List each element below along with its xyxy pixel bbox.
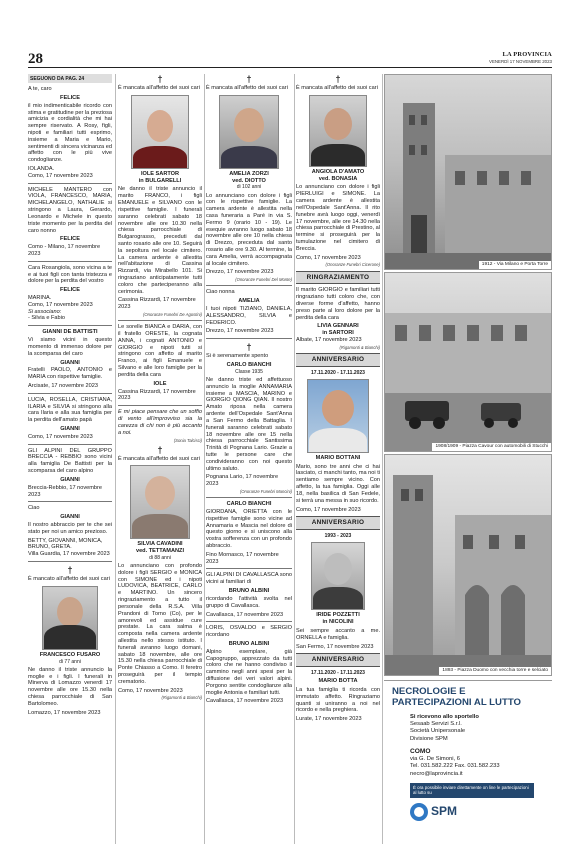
continuation-tag: SEGUONO DA PAG. 24	[28, 74, 112, 83]
spm-logo-text: SPM	[431, 804, 458, 819]
deceased-name: AMELIA ZORZI	[229, 170, 269, 177]
portrait-clothes	[311, 144, 365, 167]
masthead	[489, 51, 552, 64]
deceased-married-name: ved. DIOTTO	[232, 177, 266, 184]
notice-place-date: Pognana Lario, 17 novembre 2023	[206, 474, 279, 488]
deceased-name: SILVIA CAVADINI	[137, 541, 183, 548]
portrait-photo	[131, 95, 189, 169]
notice-place-date: Arcisate, 17 novembre 2023	[28, 382, 98, 389]
deceased-married-name: in SARTORI	[322, 330, 354, 337]
notice	[206, 501, 292, 565]
notice-place-date: Lurate, 17 novembre 2023	[296, 716, 362, 723]
cross-icon: †	[157, 74, 163, 84]
notice-place-date: Albate, 17 novembre 2023	[296, 337, 362, 343]
ad-line: Si ricevono allo sportello	[410, 714, 479, 720]
notice-author: BETTY, GIOVANNI, MONICA, BRUNO, GRETA.	[28, 537, 103, 551]
masthead-name: LA PROVINCIA	[502, 51, 552, 58]
notice-text: È mancata all'affetto dei suoi cari	[118, 455, 200, 462]
portrait-photo	[311, 542, 365, 610]
notice-text: Ne danno triste ed affettuoso annuncio la moglie ANNAMARIA insieme a MASCIA, MARINO e GIORGIO QIONG QIAN. Il nostro Amato riposa nella camera ardente dell'Ospedale Sant'Anna a San Fermo della Battaglia. I funerali saranno celebrati sabato 18 novembre alle ore 15 nella chiesa parrocchiale Santissima Trinità di Pognana Lario. Grazie a tutte le persone care che condivideranno con noi questo ultimo saluto.	[206, 377, 292, 472]
notice	[28, 397, 112, 441]
cross-icon: †	[246, 74, 252, 84]
portrait-face	[57, 597, 83, 627]
deceased-name: CARLO BIANCHI	[226, 362, 272, 369]
divider	[28, 501, 112, 502]
notice	[28, 187, 112, 258]
divider	[28, 444, 112, 445]
notice-name: FELICE	[60, 287, 80, 294]
column-divider	[204, 74, 205, 844]
notice-text: I tuoi nipoti TIZIANO, DANIELA, ALESSANDRO, SILVIA e FEDERICO.	[206, 306, 292, 326]
notice	[206, 625, 292, 705]
ad-title-line: NECROLOGIE E	[392, 686, 466, 697]
notice-text: ricordando l'attività svolta nel gruppo di Cavallasca.	[206, 595, 292, 609]
notice	[28, 505, 112, 558]
deceased-married-name: ved. BONASIA	[318, 175, 358, 182]
notice-text: Il marito GIORGIO e familiari tutti ringraziano tutti coloro che, con diverse forme d'affetto, hanno preso parte al loro dolore per la perdita della cara	[296, 287, 380, 321]
page-header	[28, 50, 552, 68]
deceased-age: di 88 anni	[149, 554, 171, 561]
ad-line: Sesaab Servizi S.r.l.	[410, 721, 462, 728]
notice-place-date: Como, 17 novembre 2023	[28, 301, 93, 308]
portrait-clothes	[44, 625, 96, 650]
deceased-name: MARIO BOTTANI	[315, 454, 361, 461]
notice-heading: GIANNI DE BATTISTI	[42, 329, 98, 336]
notice-text: È mancata all'affetto dei suoi cari	[118, 85, 200, 91]
ad-online-strip: È ora possibile inviare direttamente on line le partecipazioni al lutto su	[410, 783, 534, 798]
anniversary-years: 1993 - 2023	[324, 533, 352, 540]
notice-text: Fratelli PAOLO, ANTONIO e MARIA con rispettive famiglie.	[28, 367, 112, 381]
cross-icon: †	[67, 565, 73, 576]
notice-heading: CARLO BIANCHI	[226, 501, 272, 508]
notice-text: GIORDANA, ORIETTA con le rispettive famiglie sono vicine ad Annamaria e Mascia nel dolore di questo giorno e si uniscono alla vostra sofferenza con un profondo abbraccio.	[206, 508, 292, 549]
photo-caption: 1893 - Piazza Duomo con vecchia torre e selciato	[439, 667, 551, 675]
divider	[206, 568, 292, 569]
ad-body	[410, 714, 552, 778]
notice-place-date: Drezzo, 17 novembre 2023	[206, 269, 274, 276]
column-divider	[382, 74, 383, 844]
notice-text: È mancata all'affetto dei suoi cari	[296, 85, 378, 91]
notice-text: il mio indimenticabile ricordo con stima e gratitudine per la preziosa amicizia e cordialità che mi hai sempre riservato. A Rosy, figli, nipoti e familiari tutti esprimo, insieme a Maria e Mario, sentimenti di sincera vicinanza ed affetto con le più vive condoglianze.	[28, 102, 112, 164]
notice-text: Sei sempre accanto a me. ORNELLA e famiglia.	[296, 627, 380, 641]
divider	[28, 561, 112, 562]
deceased-name: MARIO BOTTA	[318, 678, 358, 685]
divider	[28, 325, 112, 326]
notice	[28, 448, 112, 499]
deceased-age: Classe 1935	[235, 368, 263, 375]
historic-photo-drawing	[385, 273, 552, 452]
notice-text: LUCIA, ROSELLA, CRISTIANA, ILARIA e SILVIA si stringono alla cara Ilaria e alla sua famiglia per la perdita dell'amato papà	[28, 396, 112, 424]
portrait-photo	[307, 379, 369, 453]
divider	[28, 183, 112, 184]
ad-phone-fax: Tel. 031.582.222 Fax. 031.582.233	[410, 763, 500, 770]
portrait-photo	[130, 465, 190, 539]
ad-email: necro@laprovincia.it	[410, 770, 463, 777]
funeral-home: (Onoranze Funebri Mancini)	[239, 489, 292, 494]
notice	[206, 74, 292, 282]
divider	[118, 320, 202, 321]
ad-line: Divisione SPM	[410, 735, 448, 742]
ad-city: COMO	[410, 747, 431, 755]
portrait-face	[324, 108, 352, 140]
notice-text: Cara Rosangiola, sono vicina a te e ai tuoi figli con tanta tristezza e dolore per la perdita del vostro	[28, 264, 112, 285]
portrait-face	[322, 390, 354, 426]
notice-place-date: Drezzo, 17 novembre 2023	[206, 328, 274, 335]
notice-greeting: A te, caro	[28, 86, 52, 93]
portrait-photo	[219, 95, 279, 169]
portrait-face	[145, 476, 175, 510]
photo-caption: 1908/1909 - Piazza Cavour con automobili di Stucchi	[432, 443, 551, 451]
ad-address: via G. De Simoni, 6	[410, 756, 460, 763]
portrait-clothes	[221, 146, 277, 169]
deceased-married-name: in NICOLINI	[322, 619, 354, 626]
portrait-clothes	[133, 146, 187, 169]
notice-text: È mancata all'affetto dei suoi cari	[206, 85, 288, 91]
notice-text: Mario, sono tre anni che ci hai lasciato, ci manchi tanto, ma noi ti sentiamo sempre vicino. Con affetto, la tua famiglia. Oggi alle 18, nella basilica di San Fedele, si terrà una messa in suo ricordo.	[296, 463, 380, 504]
notice	[28, 565, 112, 716]
portrait-clothes	[309, 428, 367, 453]
notice-name: FELICE	[60, 236, 80, 243]
notice-place-date: Cassina Rizzardi, 17 novembre 2023	[118, 297, 196, 311]
notice-name: BRUNO ALBINI	[228, 588, 270, 595]
notice	[28, 329, 112, 390]
notice	[296, 271, 380, 350]
column-1	[28, 74, 112, 716]
notice-place-date: Breccia-Rebbio, 17 novembre 2023	[28, 484, 102, 498]
spm-logo	[410, 803, 552, 821]
notice	[296, 516, 380, 650]
cross-icon: †	[335, 74, 341, 84]
notice-place-date: Como - Milano, 17 novembre 2023	[28, 244, 101, 257]
divider	[206, 285, 292, 286]
notice	[206, 289, 292, 335]
notice-author: IOLANDA.	[28, 166, 55, 173]
portrait-photo	[42, 586, 98, 650]
column-divider	[115, 74, 116, 844]
historic-photo	[384, 454, 552, 676]
column-3	[206, 74, 292, 705]
portrait-clothes	[132, 514, 188, 539]
quote-author: (Sonia Talcisci)	[173, 438, 202, 444]
page-number: 28	[28, 51, 43, 67]
notice-name: IOLE	[153, 380, 167, 387]
historic-photo-drawing	[385, 75, 552, 270]
notice-name: FELICE	[60, 94, 80, 101]
notice-text: È mancato all'affetto dei suoi cari	[28, 576, 110, 583]
notice-name: BRUNO ALBINI	[228, 640, 270, 647]
divider	[206, 497, 292, 498]
notice-associates: Si associano:	[28, 308, 62, 315]
notice-name: GIANNI	[60, 426, 80, 433]
deceased-age: di 77 anni	[59, 658, 81, 665]
portrait-face	[234, 108, 264, 142]
notice-text: Ne danno il triste annuncio la moglie e i figli. I funerali in Minerva di Lomazzo venerdì 17 novembre alle ore 15.30 nella chiesa parrocchiale di San Bartolomeo.	[28, 666, 112, 707]
funeral-home: (Rigamonti & Bianchi)	[339, 344, 380, 350]
portrait-clothes	[313, 587, 363, 610]
portrait-face	[147, 110, 173, 142]
column-2	[118, 74, 202, 702]
notice	[296, 653, 380, 723]
notice-text: LORIS, OSVALDO e SERGIO ricordano	[206, 625, 292, 639]
notice-text: Ne danno il triste annuncio il marito FRANCO, i figli EMANUELE e SILVANO con le rispettive famiglie. I funerali saranno celebrati sabato 18 novembre alle ore 10.30 nella chiesa parrocchiale di Bulgarograsso, preceduti dal santo rosario alle ore 10. Seguirà la sepoltura nel locale cimitero. La camera ardente è allestita nell'abitazione di Cassina Rizzardi, via Mirabello 101. Si ringraziano anticipatamente tutti coloro che parteciperanno alla cerimonia.	[118, 186, 202, 295]
divider	[206, 621, 292, 622]
anniversary-years: 17.11.2020 - 17.11.2023	[311, 670, 365, 677]
notice	[118, 74, 202, 317]
notice-place-date: Fino Mornasco, 17 novembre 2023	[206, 551, 279, 565]
deceased-name: FRANCESCO FUSARO	[39, 651, 101, 658]
column-divider	[294, 74, 295, 844]
notice-greeting: Ciao	[28, 505, 40, 512]
notice-text: GLI ALPINI DI CAVALLASCA sono vicini ai familiari di	[206, 572, 292, 586]
notice-text: La tua famiglia ti ricorda con immutato affetto. Ringraziamo quanti si uniranno a noi nel ricordo e nella preghiera.	[296, 687, 380, 714]
funeral-home: (Onoranze Funebri Cicerone)	[325, 262, 380, 268]
masthead-date: VENERDÌ 17 NOVEMBRE 2023	[489, 58, 552, 64]
notice-place-date: Lomazzo, 17 novembre 2023	[28, 709, 101, 716]
notice-place-date: Cavallasca, 17 novembre 2023	[206, 698, 284, 705]
funeral-home: (Rigamonti & Bianchi)	[161, 695, 202, 701]
divider	[28, 393, 112, 394]
notice-text: Alpino esemplare, già Capogruppo, apprezzato da tutti coloro che ne hanno condiviso il cammino negli anni spesi per la diffusione dei veri valori alpini. Porgono sentite condoglianze alla moglie Antonia e familiari tutti.	[206, 648, 292, 696]
ribbon-heading: ANNIVERSARIO	[296, 516, 380, 530]
anniversary-years: 17.11.2020 - 17.11.2023	[311, 369, 365, 376]
notice-text: Vi siamo vicini in questo momento di immenso dolore per la scomparsa del caro	[28, 337, 112, 357]
notice-text: Lo annunciano con dolore i figli con le rispettive famiglie. La camera ardente è allestita nella casa funeraria a Paré in via S. Fermo 9 (orario 10 - 19). Le esequie avranno luogo sabato 18 novembre alle ore 10 nella chiesa di Drezzo, preceduta dal santo rosario alle ore 9.30. Al termine, la cara Amelia, verrà accompagnata al locale cimitero.	[206, 192, 292, 267]
cross-icon: †	[246, 342, 252, 353]
divider	[206, 338, 292, 339]
notice-text: GLI ALPINI DEL GRUPPO BRECCIA - REBBIO sono vicini alla famiglia De Battisti per la scomparsa del caro alpino	[28, 447, 112, 475]
notice-place-date: Cassina Rizzardi, 17 novembre 2023	[118, 388, 196, 402]
ad-title	[392, 687, 552, 708]
ad-line: Società Unipersonale	[410, 728, 466, 735]
notice-place-date: Como, 17 novembre 2023	[296, 254, 361, 261]
deceased-name: IRIDE POZZETTI	[316, 612, 360, 619]
deceased-name: IOLE SARTOR	[140, 170, 180, 177]
notice-name: GIANNI	[60, 359, 80, 366]
notice-name: GIANNI	[60, 514, 80, 521]
notice-place-date: San Fermo, 17 novembre 2023	[296, 643, 374, 650]
ribbon-heading: RINGRAZIAMENTO	[296, 271, 380, 285]
notice-author: MARINA.	[28, 295, 52, 302]
notice	[28, 265, 112, 323]
obituary-service-ad	[384, 680, 552, 846]
photo-caption: 1912 - Via Milano e Porta Torre	[479, 261, 551, 269]
deceased-name: ANGIOLA D'AMATO	[311, 168, 365, 175]
column-4	[296, 74, 380, 723]
notice	[118, 324, 202, 402]
divider	[28, 261, 112, 262]
cross-icon: †	[157, 444, 163, 455]
deceased-married-name: ved. TETTAMANZI	[135, 548, 185, 555]
notice-text: MICHELE MANTERO con VIOLA, FRANCESCO, MARIA, MICHELANGELO, NATHALIE si stringono a Laura, Gerardo, Leonardo e Michele in questo triste momento per la perdita del caro nonno	[28, 186, 112, 234]
notice-place-date: Como, 17 novembre 2023	[118, 687, 183, 694]
notice-text: Lo annunciano con dolore i figli PIERLUIGI e SIMONE. La camera ardente è allestita nell'Ospedale Sant'Anna. Il rito funebre avrà luogo oggi, venerdì 17 novembre, alle ore 14.30 nella chiesa parrocchiale di Prestino, al termine si proseguirà per la tumulazione nel cimitero di Breccia.	[296, 184, 380, 252]
notice	[206, 342, 292, 494]
notice-text: Lo annunciano con profondo dolore i figli SERGIO e MONICA con SIMONE ed i nipoti LUDOVICA, BEATRICE, CARLO e MARTINO. Un sincero ringraziamento a tutto il personale della R.S.A. Villa Prandoni di Torno (Co), per le amorevoli ed assidue cure prestate. La cara salma è composta nella camera ardente allestita nello stesso istituto. I funerali avranno luogo domani, sabato 18 novembre, alle ore 15.30 nella chiesa parrocchiale di Ponte Chiasso a Como. Il feretro proseguirà per il tempio crematorio.	[118, 563, 202, 685]
portrait-photo	[309, 95, 367, 167]
notice-name: AMELIA	[238, 298, 260, 305]
notice-place-date: Como, 17 novembre 2023	[296, 506, 361, 513]
notice-text: Si è serenamente spento	[206, 353, 269, 360]
notice-quote: E mi piace pensare che un soffio di vento all'improvviso sia la carezza di chi non è più accanto a noi.	[118, 409, 202, 436]
notice-place-date: Como, 17 novembre 2023	[28, 433, 93, 440]
funeral-home: (Onoranze Funebri De Agostini)	[143, 312, 202, 318]
notice	[296, 74, 380, 268]
deceased-married-name: in BULGARELLI	[138, 177, 182, 184]
notice-text: Il nostro abbraccio per te che sei stato per noi un amico prezioso.	[28, 521, 112, 535]
funeral-home: (Onoranze Funebri Del Monte)	[235, 277, 292, 283]
deceased-name: LIVIA GENNARI	[317, 323, 359, 330]
notice-greeting: Ciao nonna	[206, 289, 235, 296]
ad-title-line: PARTECIPAZIONI AL LUTTO	[392, 696, 521, 708]
notice-place-date: Villa Guardia, 17 novembre 2023	[28, 551, 110, 558]
notice	[118, 409, 202, 700]
notice-place-date: Cavallasca, 17 novembre 2023	[206, 611, 284, 618]
ribbon-heading: ANNIVERSARIO	[296, 653, 380, 667]
divider	[118, 405, 202, 406]
spm-logo-icon	[410, 803, 428, 821]
notice-place-date: Como, 17 novembre 2023	[28, 172, 93, 179]
notice-associates: - Silvia e Fabio	[28, 315, 65, 322]
notice	[28, 86, 112, 180]
historic-photo	[384, 74, 552, 270]
deceased-age: di 102 anni	[236, 184, 262, 191]
ribbon-heading: ANNIVERSARIO	[296, 353, 380, 367]
notice-name: GIANNI	[60, 476, 80, 483]
historic-photo	[384, 272, 552, 452]
notice	[296, 353, 380, 513]
notice-text: Le sorelle BIANCA e DARIA, con il fratello ORESTE, la cognata ANNA, i cognati ANTONIO e GIORGIO e nipoti tutti si stringono con affetto al marito Franco, ai figli Emanuele e Silvano e alle loro famiglie per la perdita della cara	[118, 324, 202, 378]
notice	[206, 572, 292, 618]
historic-photo-drawing	[385, 455, 552, 676]
portrait-face	[324, 553, 352, 585]
